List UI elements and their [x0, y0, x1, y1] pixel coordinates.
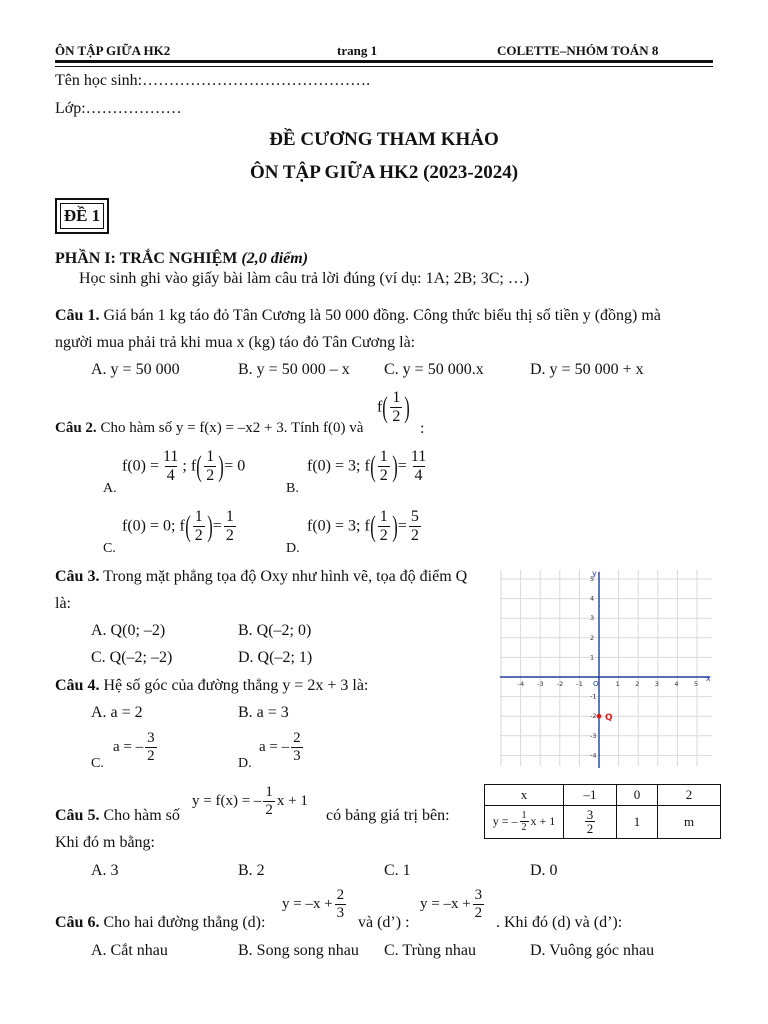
q5-pre: Cho hàm số	[103, 807, 180, 824]
value-table	[484, 784, 721, 839]
q5-option-c: C. 1	[384, 862, 411, 879]
q1-text1: Giá bán 1 kg táo đỏ Tân Cương là 50 000 đồng. Công thức biểu thị số tiền y (đồng) mà	[103, 307, 661, 324]
x-tick-label: -2	[556, 680, 564, 688]
table-cell: 0	[617, 785, 658, 806]
table-cell: $\frac{3}{2}$	[564, 806, 617, 839]
q4-option-d-letter: D.	[238, 756, 252, 771]
q3-option-d: D. Q(–2; 1)	[238, 649, 313, 666]
q5-line2: Khi đó m bằng:	[55, 834, 155, 851]
q6-option-a: A. Cắt nhau	[91, 942, 168, 959]
q1-label: Câu 1.	[55, 307, 100, 324]
coordinate-graph	[498, 566, 716, 770]
q4-line	[55, 677, 368, 695]
y-tick-label: 2	[590, 633, 595, 642]
part1-title: PHẦN I: TRẮC NGHIỆM	[55, 250, 238, 267]
title-line-1: ĐỀ CƯƠNG THAM KHẢO	[269, 129, 499, 150]
q1-line1	[55, 307, 661, 325]
q4-text: Hệ số góc của đường thẳng y = 2x + 3 là:	[103, 677, 369, 694]
q4-option-c: a = – $\frac{3}{2}$	[113, 730, 155, 764]
x-tick-label: -1	[576, 680, 583, 688]
y-tick-label: 1	[590, 653, 595, 662]
header-left: ÔN TẬP GIỮA HK2	[55, 43, 171, 58]
x-tick-label: 2	[635, 680, 640, 688]
y-tick-label: 5	[590, 575, 595, 583]
x-tick-label: 5	[694, 680, 699, 688]
q4-option-b: B. a = 3	[238, 704, 289, 721]
q2-option-b: f(0) = 3; f( $\frac{1}{2}$ )= $\frac{11}{4}$	[307, 448, 427, 484]
q5-option-a: A. 3	[91, 862, 119, 879]
header-rule-thin	[55, 66, 713, 67]
table-cell: 2	[658, 785, 721, 806]
table-row	[485, 806, 721, 839]
x-tick-label: 4	[674, 680, 679, 688]
q1-option-c: C. y = 50 000.x	[384, 361, 484, 378]
q6-label: Câu 6.	[55, 914, 100, 931]
q5-option-d: D. 0	[530, 862, 558, 879]
q5-post: có bảng giá trị bên:	[326, 807, 450, 824]
y-tick-label: -3	[590, 731, 597, 740]
q2-option-c: f(0) = 0; f( $\frac{1}{2}$ )= $\frac{1}{2}$	[122, 508, 234, 544]
q3-text1: Trong mặt phẳng tọa độ Oxy như hình vẽ, tọa độ điểm Q	[103, 568, 468, 585]
table-cell: y = – $\frac{1}{2}$ x + 1	[485, 806, 564, 839]
table-cell: x	[485, 785, 564, 806]
q1-option-d: D. y = 50 000 + x	[530, 361, 644, 378]
q6-option-d: D. Vuông góc nhau	[530, 942, 655, 959]
q6-d1: y = –x + $\frac{2}{3}$	[282, 887, 345, 921]
q1-option-b: B. y = 50 000 – x	[238, 361, 350, 378]
part1-points: (2,0 điểm)	[241, 250, 309, 267]
q3-option-b: B. Q(–2; 0)	[238, 622, 312, 639]
q2-option-b-letter: B.	[286, 481, 299, 496]
q6-option-c: C. Trùng nhau	[384, 942, 477, 959]
x-tick-label: -3	[537, 680, 544, 688]
q6-mid: và (d’) :	[358, 914, 410, 931]
header-right: COLETTE–NHÓM TOÁN 8	[497, 43, 659, 58]
origin-label: O	[593, 680, 599, 688]
q3-line1	[55, 568, 467, 586]
q5-option-b: B. 2	[238, 862, 265, 879]
table-cell: 1	[617, 806, 658, 839]
q2-option-d-letter: D.	[286, 541, 300, 556]
q2-option-c-letter: C.	[103, 541, 116, 556]
x-tick-label: -4	[517, 680, 525, 688]
q4-option-d: a = – $\frac{2}{3}$	[259, 730, 301, 764]
student-name-line: Tên học sinh:…………………………………….	[55, 72, 371, 89]
q6-line	[55, 914, 265, 932]
q5-line	[55, 807, 180, 825]
y-tick-label: -4	[590, 751, 597, 760]
part1-instruction: Học sinh ghi vào giấy bài làm câu trả lời đúng (ví dụ: 1A; 2B; 3C; …)	[79, 270, 530, 287]
q2-option-a: f(0) = $\frac{11}{4}$ ; f( $\frac{1}{2}$ )= 0	[122, 448, 246, 484]
y-tick-label: 4	[590, 594, 595, 603]
de-label: ĐỀ 1	[60, 203, 104, 229]
header-rule-thick	[55, 60, 713, 63]
de-box	[55, 198, 109, 234]
x-tick-label: 1	[615, 680, 620, 688]
part1-heading	[55, 250, 308, 268]
q2-f: f	[377, 398, 383, 416]
student-class-line: Lớp:………………	[55, 100, 182, 117]
q2-option-d: f(0) = 3; f( $\frac{1}{2}$ )= $\frac{5}{2}$	[307, 508, 419, 544]
q3-label: Câu 3.	[55, 568, 100, 585]
q3-option-c: C. Q(–2; –2)	[91, 649, 173, 666]
q6-post: . Khi đó (d) và (d’):	[496, 914, 623, 931]
y-tick-label: 3	[590, 614, 595, 623]
point-q	[597, 714, 602, 719]
header-page: trang 1	[337, 43, 378, 58]
table-cell: –1	[564, 785, 617, 806]
q6-pre: Cho hai đường thẳng (d):	[103, 914, 266, 931]
x-tick-label: 3	[654, 680, 659, 688]
q1-option-a: A. y = 50 000	[91, 361, 180, 378]
q4-label: Câu 4.	[55, 677, 100, 694]
q3-text2: là:	[55, 595, 71, 612]
point-q-label: Q	[605, 713, 613, 724]
q1-text2: người mua phải trả khi mua x (kg) táo đỏ Tân Cương là:	[55, 334, 416, 351]
q6-d2: y = –x + $\frac{3}{2}$	[420, 887, 483, 921]
q2-option-a-letter: A.	[103, 481, 117, 496]
table-row	[485, 785, 721, 806]
title-line-2: ÔN TẬP GIỮA HK2 (2023-2024)	[249, 162, 519, 183]
y-tick-label: -1	[590, 692, 597, 701]
q2-line	[55, 420, 363, 437]
q2-tail: :	[420, 420, 425, 437]
table-cell: m	[658, 806, 721, 839]
q5-label: Câu 5.	[55, 807, 100, 824]
q4-option-a: A. a = 2	[91, 704, 143, 721]
q2-label: Câu 2.	[55, 420, 97, 436]
q2-text: Cho hàm số y = f(x) = –x2 + 3. Tính f(0) và	[100, 420, 364, 436]
q6-option-b: B. Song song nhau	[238, 942, 359, 959]
q2-half-frac: $\frac{1}{2}$	[392, 389, 401, 425]
q3-option-a: A. Q(0; –2)	[91, 622, 166, 639]
y-tick-label: -2	[590, 712, 597, 721]
q2-f-half: f( $\frac{1}{2}$ )	[377, 389, 411, 425]
y-axis-label: y	[592, 569, 597, 578]
q5-function: y = f(x) = – $\frac{1}{2}$ x + 1	[192, 784, 308, 818]
q4-option-c-letter: C.	[91, 756, 104, 771]
x-axis-label: x	[706, 674, 711, 683]
